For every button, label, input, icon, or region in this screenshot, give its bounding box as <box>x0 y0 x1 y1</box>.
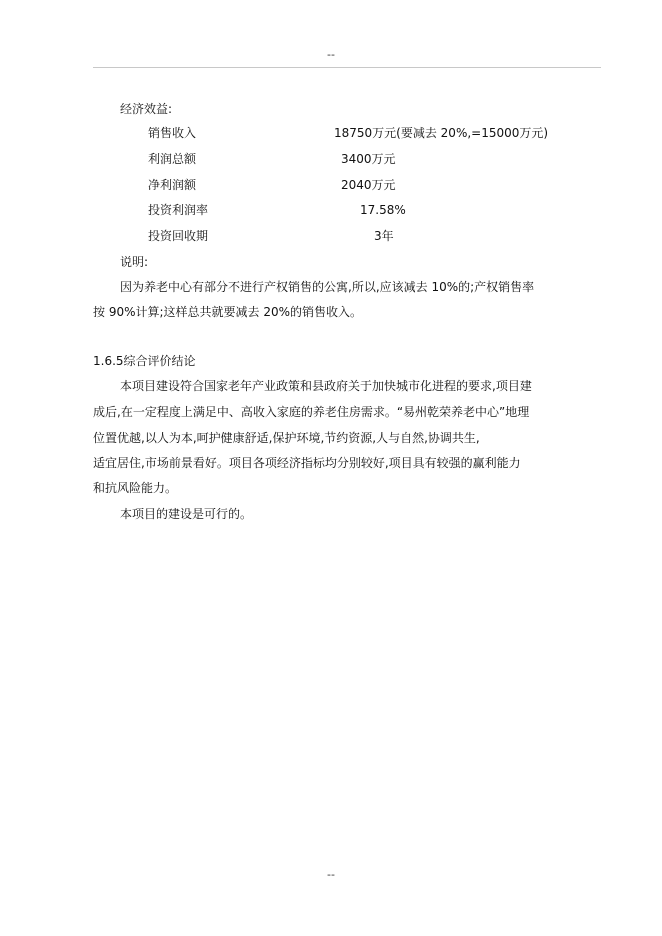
metric-value-total-profit: 3400万元 <box>341 152 396 166</box>
conclusion-heading: 1.6.5综合评价结论 <box>93 354 196 368</box>
metric-label-roi: 投资利润率 <box>148 203 209 217</box>
conclusion-line: 成后,在一定程度上满足中、高收入家庭的养老住房需求。“易州乾荣养老中心”地理 <box>93 405 530 419</box>
metric-value-payback: 3年 <box>374 229 394 243</box>
metric-label-sales: 销售收入 <box>148 126 197 140</box>
conclusion-line: 本项目建设符合国家老年产业政策和县政府关于加快城市化进程的要求,项目建 <box>120 379 532 393</box>
conclusion-line: 适宜居住,市场前景看好。项目各项经济指标均分别较好,项目具有较强的赢利能力 <box>93 456 521 470</box>
metric-value-net-profit: 2040万元 <box>341 178 396 192</box>
metric-label-payback: 投资回收期 <box>148 229 209 243</box>
header-rule <box>93 67 601 68</box>
metric-value-sales: 18750万元(要减去 20%,=15000万元) <box>334 126 549 140</box>
metric-label-net-profit: 净利润额 <box>148 178 197 192</box>
note-line: 因为养老中心有部分不进行产权销售的公寓,所以,应该减去 10%的;产权销售率 <box>120 280 535 294</box>
note-line: 按 90%计算;这样总共就要减去 20%的销售收入。 <box>93 305 363 319</box>
footer-mark: -- <box>327 868 335 881</box>
economic-benefit-heading: 经济效益: <box>120 102 173 116</box>
final-statement: 本项目的建设是可行的。 <box>120 507 253 521</box>
note-heading: 说明: <box>120 255 149 269</box>
metric-label-total-profit: 利润总额 <box>148 152 197 166</box>
header-mark: -- <box>327 48 335 61</box>
conclusion-line: 和抗风险能力。 <box>93 481 178 495</box>
metric-value-roi: 17.58% <box>360 203 406 217</box>
conclusion-line: 位置优越,以人为本,呵护健康舒适,保护环境,节约资源,人与自然,协调共生, <box>93 431 480 445</box>
